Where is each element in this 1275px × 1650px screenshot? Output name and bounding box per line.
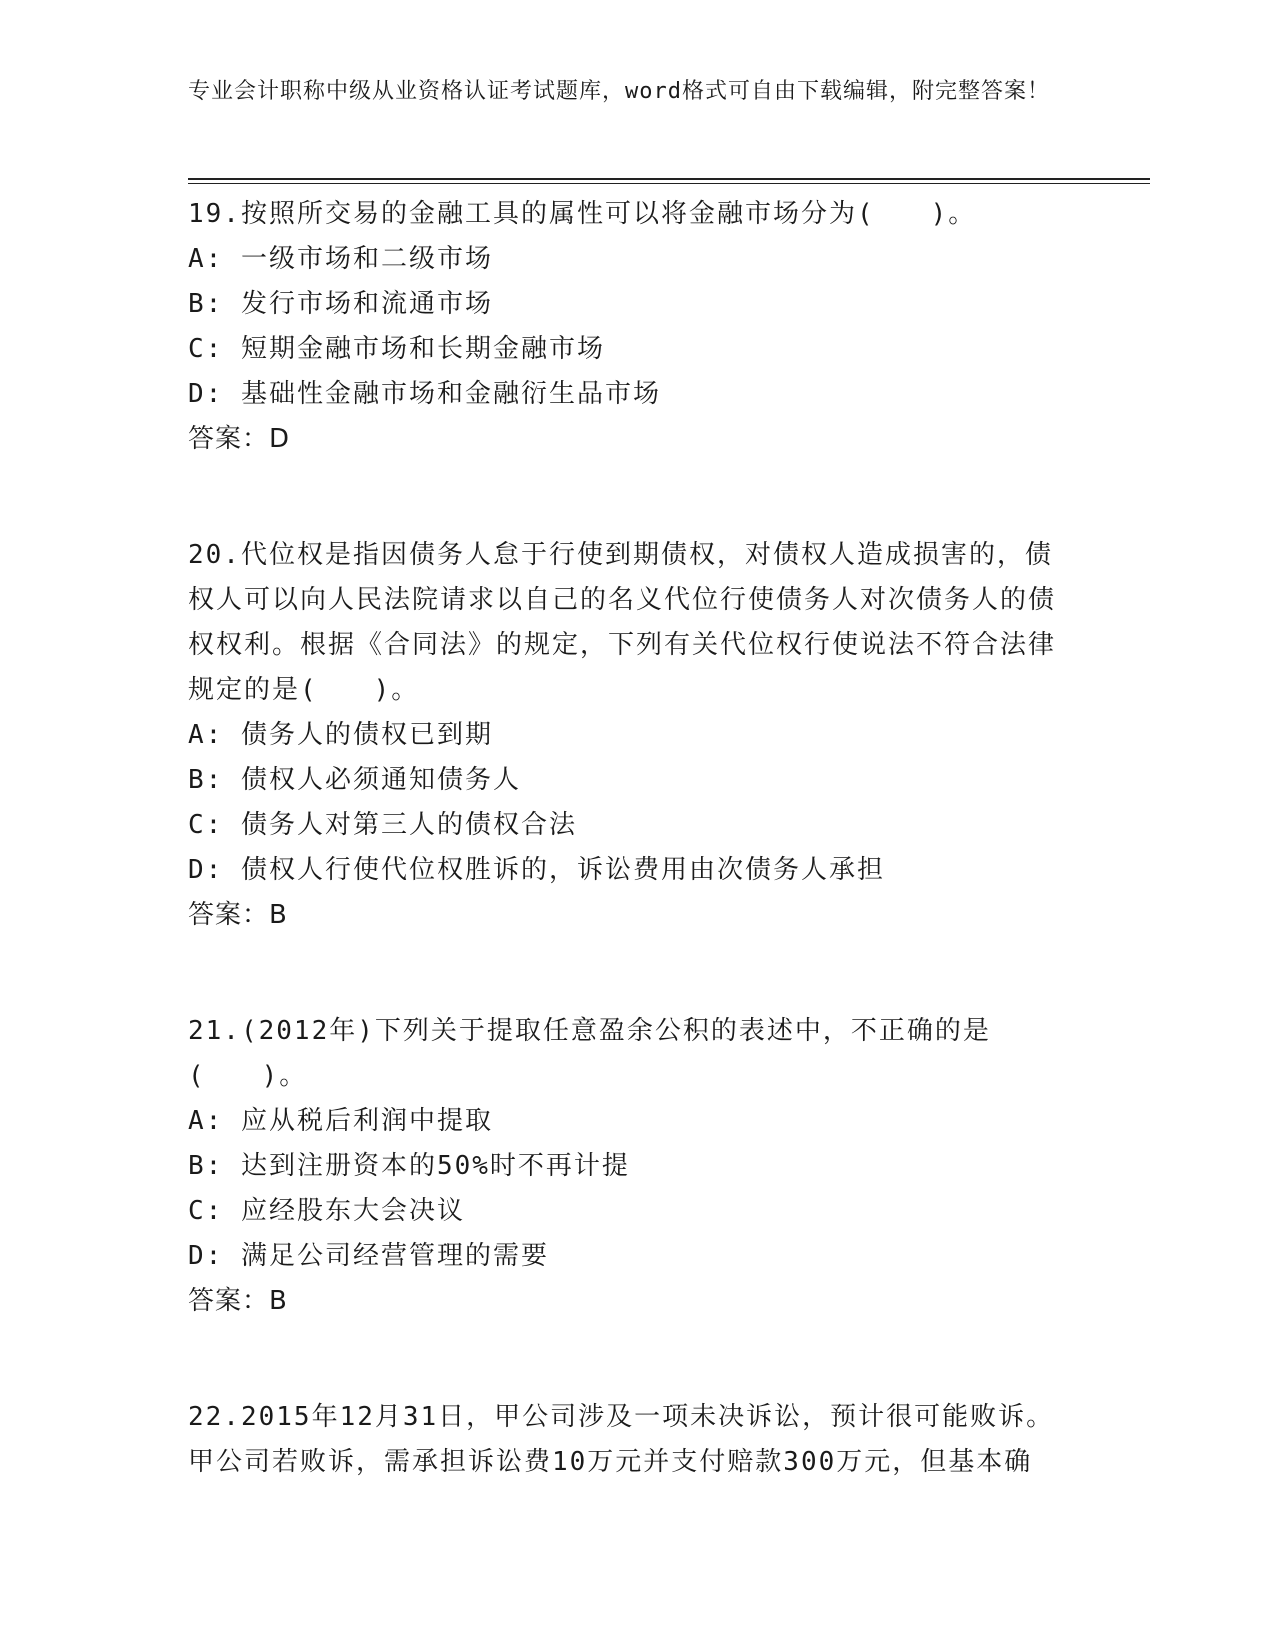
answer-line: 答案：B xyxy=(188,1286,288,1316)
answer-line: 答案：B xyxy=(188,900,288,930)
option-d: D: 基础性金融市场和金融衍生品市场 xyxy=(188,379,661,409)
question-19 xyxy=(188,192,1068,462)
option-c: C: 应经股东大会决议 xyxy=(188,1196,465,1226)
option-a: A: 一级市场和二级市场 xyxy=(188,244,493,274)
option-a: A: 应从税后利润中提取 xyxy=(188,1106,493,1136)
spacer xyxy=(188,462,1068,533)
question-stem: 22.2015年12月31日，甲公司涉及一项未决诉讼，预计很可能败诉。甲公司若败诉，需承担诉讼费10万元并支付赔款300万元，但基本确 xyxy=(188,1402,1055,1477)
option-b: B: 达到注册资本的50%时不再计提 xyxy=(188,1151,630,1181)
spacer xyxy=(188,938,1068,1009)
question-22 xyxy=(188,1395,1068,1485)
question-stem: 19.按照所交易的金融工具的属性可以将金融市场分为( )。 xyxy=(188,199,977,229)
page-header: 专业会计职称中级从业资格认证考试题库，word格式可自由下载编辑，附完整答案！ xyxy=(188,79,1050,104)
option-d: D: 满足公司经营管理的需要 xyxy=(188,1241,549,1271)
question-20 xyxy=(188,533,1068,938)
question-21 xyxy=(188,1009,1068,1324)
question-stem: 21.(2012年)下列关于提取任意盈余公积的表述中，不正确的是( )。 xyxy=(188,1016,991,1091)
question-stem: 20.代位权是指因债务人怠于行使到期债权，对债权人造成损害的，债权人可以向人民法院请求以自己的名义代位行使债务人对次债务人的债权权利。根据《合同法》的规定，下列有关代位权行使说法不符合法律规定的是( )。 xyxy=(188,540,1057,705)
answer-line: 答案：D xyxy=(188,424,291,454)
option-b: B: 发行市场和流通市场 xyxy=(188,289,493,319)
option-a: A: 债务人的债权已到期 xyxy=(188,720,493,750)
option-d: D: 债权人行使代位权胜诉的，诉讼费用由次债务人承担 xyxy=(188,855,885,885)
header-divider-thin xyxy=(188,183,1150,184)
header-divider-thick xyxy=(188,178,1150,180)
option-c: C: 债务人对第三人的债权合法 xyxy=(188,810,577,840)
option-b: B: 债权人必须通知债务人 xyxy=(188,765,521,795)
option-c: C: 短期金融市场和长期金融市场 xyxy=(188,334,605,364)
spacer xyxy=(188,1324,1068,1395)
question-list xyxy=(188,192,1068,1485)
